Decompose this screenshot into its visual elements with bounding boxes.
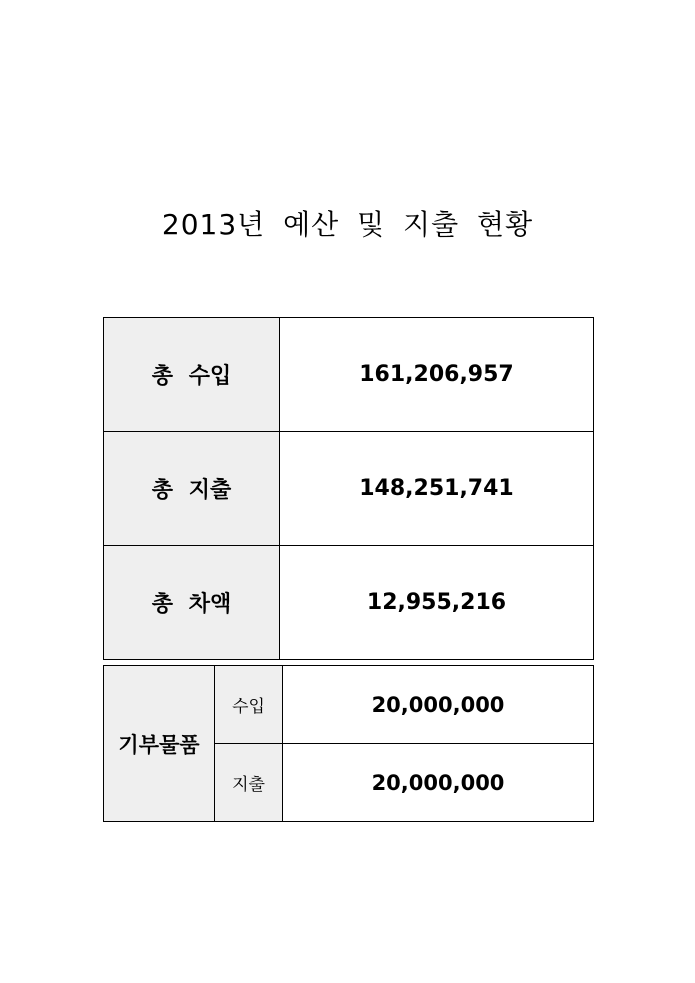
donations-group-label: 기부물품 <box>104 666 215 822</box>
donation-income-label: 수입 <box>215 666 283 744</box>
donation-expense-label: 지출 <box>215 744 283 822</box>
total-income-value: 161,206,957 <box>280 318 594 432</box>
page-title: 2013년 예산 및 지출 현황 <box>161 208 534 241</box>
total-difference-value: 12,955,216 <box>280 546 594 660</box>
totals-table <box>103 317 594 660</box>
total-income-label: 총 수입 <box>104 318 280 432</box>
total-expense-label: 총 지출 <box>104 432 280 546</box>
donation-expense-value: 20,000,000 <box>283 744 594 822</box>
donations-table <box>103 665 594 822</box>
table-row-total-income <box>104 318 594 432</box>
table-row-donation-income <box>104 666 594 744</box>
table-row-total-difference <box>104 546 594 660</box>
total-difference-label: 총 차액 <box>104 546 280 660</box>
total-expense-value: 148,251,741 <box>280 432 594 546</box>
table-row-total-expense <box>104 432 594 546</box>
donation-income-value: 20,000,000 <box>283 666 594 744</box>
